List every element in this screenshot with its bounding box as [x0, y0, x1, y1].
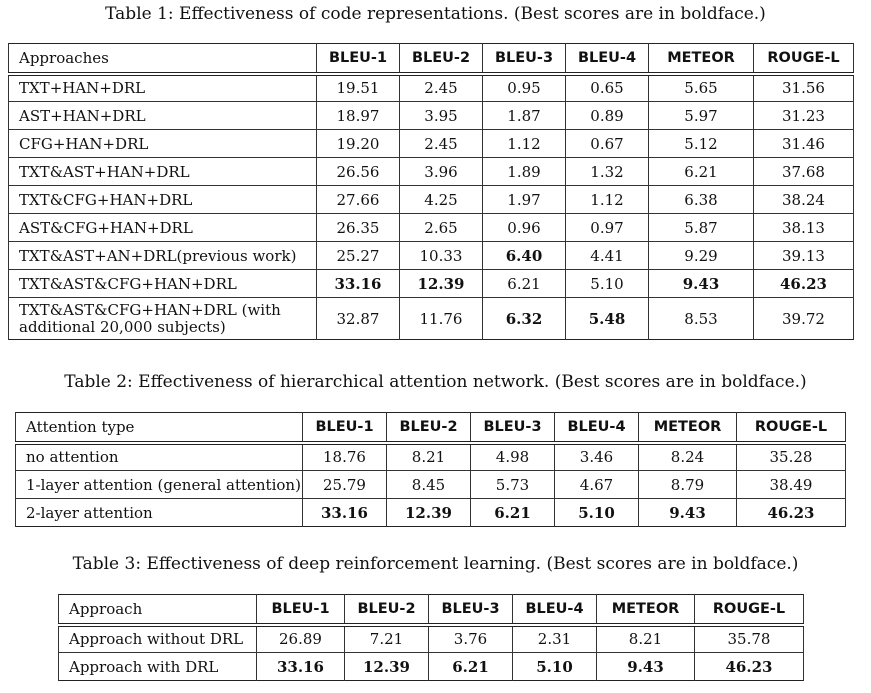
approach-cell: TXT&AST+HAN+DRL — [9, 158, 317, 186]
value-cell: 9.29 — [649, 242, 754, 270]
value-cell: 3.46 — [555, 443, 639, 471]
header-rougel: ROUGE-L — [695, 595, 804, 625]
approach-cell: TXT&AST&CFG+HAN+DRL (with additional 20,000 subjects) — [9, 298, 317, 340]
table2-caption: Table 2: Effectiveness of hierarchical attention network. (Best scores are in boldface.) — [64, 372, 807, 392]
value-cell-best: 6.21 — [471, 499, 555, 527]
value-cell: 11.76 — [400, 298, 483, 340]
value-cell: 0.95 — [483, 74, 566, 102]
value-cell-best: 9.43 — [597, 653, 695, 681]
table1 — [8, 43, 854, 340]
value-cell: 1.97 — [483, 186, 566, 214]
value-cell-best: 6.40 — [483, 242, 566, 270]
table-row — [59, 625, 804, 653]
value-cell: 8.53 — [649, 298, 754, 340]
header-rougel: ROUGE-L — [737, 413, 846, 443]
value-cell: 35.78 — [695, 625, 804, 653]
value-cell: 8.79 — [639, 471, 737, 499]
value-cell: 5.87 — [649, 214, 754, 242]
header-bleu2: BLEU-2 — [400, 44, 483, 74]
table1-caption: Table 1: Effectiveness of code representations. (Best scores are in boldface.) — [105, 4, 766, 24]
value-cell: 8.21 — [597, 625, 695, 653]
table-row — [9, 214, 854, 242]
value-cell: 6.38 — [649, 186, 754, 214]
table-row — [16, 471, 846, 499]
value-cell-best: 5.10 — [513, 653, 597, 681]
value-cell: 1.32 — [566, 158, 649, 186]
value-cell: 0.97 — [566, 214, 649, 242]
value-cell: 38.13 — [754, 214, 854, 242]
header-bleu3: BLEU-3 — [471, 413, 555, 443]
header-rougel: ROUGE-L — [754, 44, 854, 74]
value-cell-best: 9.43 — [639, 499, 737, 527]
table-row — [9, 186, 854, 214]
approach-cell: TXT&AST&CFG+HAN+DRL — [9, 270, 317, 298]
table2-header-row — [16, 413, 846, 443]
table-row — [9, 242, 854, 270]
value-cell: 8.24 — [639, 443, 737, 471]
value-cell: 31.46 — [754, 130, 854, 158]
table-row — [9, 102, 854, 130]
approach-cell: Approach without DRL — [59, 625, 257, 653]
value-cell: 0.89 — [566, 102, 649, 130]
table1-header-row — [9, 44, 854, 74]
value-cell: 5.97 — [649, 102, 754, 130]
value-cell: 1.89 — [483, 158, 566, 186]
value-cell: 19.51 — [317, 74, 400, 102]
value-cell: 0.67 — [566, 130, 649, 158]
value-cell: 4.25 — [400, 186, 483, 214]
header-bleu2: BLEU-2 — [387, 413, 471, 443]
value-cell: 2.31 — [513, 625, 597, 653]
approach-cell: AST&CFG+HAN+DRL — [9, 214, 317, 242]
value-cell-best: 46.23 — [737, 499, 846, 527]
value-cell: 31.56 — [754, 74, 854, 102]
header-bleu2: BLEU-2 — [345, 595, 429, 625]
value-cell: 19.20 — [317, 130, 400, 158]
value-cell: 39.72 — [754, 298, 854, 340]
value-cell: 25.79 — [303, 471, 387, 499]
value-cell-best: 46.23 — [695, 653, 804, 681]
value-cell: 5.65 — [649, 74, 754, 102]
value-cell-best: 5.48 — [566, 298, 649, 340]
value-cell: 8.45 — [387, 471, 471, 499]
value-cell-best: 46.23 — [754, 270, 854, 298]
value-cell: 8.21 — [387, 443, 471, 471]
header-bleu4: BLEU-4 — [566, 44, 649, 74]
value-cell: 6.21 — [483, 270, 566, 298]
value-cell: 2.45 — [400, 74, 483, 102]
value-cell: 3.76 — [429, 625, 513, 653]
table2 — [15, 412, 846, 527]
header-attention-type: Attention type — [16, 413, 303, 443]
approach-cell: AST+HAN+DRL — [9, 102, 317, 130]
table3 — [58, 594, 804, 681]
value-cell: 1.12 — [566, 186, 649, 214]
value-cell: 25.27 — [317, 242, 400, 270]
value-cell-best: 12.39 — [400, 270, 483, 298]
value-cell: 4.67 — [555, 471, 639, 499]
approach-cell: Approach with DRL — [59, 653, 257, 681]
header-bleu3: BLEU-3 — [483, 44, 566, 74]
value-cell: 26.35 — [317, 214, 400, 242]
table-row — [16, 499, 846, 527]
value-cell: 18.76 — [303, 443, 387, 471]
header-meteor: METEOR — [639, 413, 737, 443]
value-cell: 27.66 — [317, 186, 400, 214]
value-cell: 38.24 — [754, 186, 854, 214]
value-cell: 39.13 — [754, 242, 854, 270]
value-cell: 37.68 — [754, 158, 854, 186]
value-cell-best: 12.39 — [387, 499, 471, 527]
table-row — [9, 298, 854, 340]
value-cell: 38.49 — [737, 471, 846, 499]
value-cell: 10.33 — [400, 242, 483, 270]
value-cell: 0.96 — [483, 214, 566, 242]
value-cell: 4.41 — [566, 242, 649, 270]
value-cell: 31.23 — [754, 102, 854, 130]
value-cell: 5.10 — [566, 270, 649, 298]
value-cell-best: 12.39 — [345, 653, 429, 681]
value-cell: 5.73 — [471, 471, 555, 499]
header-bleu3: BLEU-3 — [429, 595, 513, 625]
value-cell-best: 6.21 — [429, 653, 513, 681]
table-row — [59, 653, 804, 681]
value-cell: 1.12 — [483, 130, 566, 158]
attention-type-cell: 1-layer attention (general attention) — [16, 471, 303, 499]
approach-cell: CFG+HAN+DRL — [9, 130, 317, 158]
table3-caption: Table 3: Effectiveness of deep reinforcement learning. (Best scores are in boldface.) — [72, 554, 799, 574]
value-cell: 0.65 — [566, 74, 649, 102]
table-row — [9, 130, 854, 158]
value-cell: 7.21 — [345, 625, 429, 653]
table3-header-row — [59, 595, 804, 625]
approach-cell: TXT+HAN+DRL — [9, 74, 317, 102]
header-meteor: METEOR — [597, 595, 695, 625]
value-cell: 35.28 — [737, 443, 846, 471]
table-row — [9, 158, 854, 186]
table-row — [9, 270, 854, 298]
value-cell: 26.56 — [317, 158, 400, 186]
header-approaches: Approaches — [9, 44, 317, 74]
approach-cell: TXT&CFG+HAN+DRL — [9, 186, 317, 214]
value-cell-best: 33.16 — [317, 270, 400, 298]
value-cell: 4.98 — [471, 443, 555, 471]
value-cell: 6.21 — [649, 158, 754, 186]
value-cell: 1.87 — [483, 102, 566, 130]
table-row — [16, 443, 846, 471]
value-cell-best: 33.16 — [257, 653, 345, 681]
header-meteor: METEOR — [649, 44, 754, 74]
value-cell: 32.87 — [317, 298, 400, 340]
value-cell-best: 33.16 — [303, 499, 387, 527]
approach-cell: TXT&AST+AN+DRL(previous work) — [9, 242, 317, 270]
value-cell: 3.95 — [400, 102, 483, 130]
value-cell: 3.96 — [400, 158, 483, 186]
header-bleu1: BLEU-1 — [317, 44, 400, 74]
header-bleu1: BLEU-1 — [303, 413, 387, 443]
header-bleu4: BLEU-4 — [555, 413, 639, 443]
attention-type-cell: 2-layer attention — [16, 499, 303, 527]
value-cell: 2.65 — [400, 214, 483, 242]
value-cell: 18.97 — [317, 102, 400, 130]
value-cell: 26.89 — [257, 625, 345, 653]
header-bleu1: BLEU-1 — [257, 595, 345, 625]
value-cell-best: 9.43 — [649, 270, 754, 298]
value-cell-best: 6.32 — [483, 298, 566, 340]
value-cell: 2.45 — [400, 130, 483, 158]
value-cell: 5.12 — [649, 130, 754, 158]
table-row — [9, 74, 854, 102]
value-cell-best: 5.10 — [555, 499, 639, 527]
header-approach: Approach — [59, 595, 257, 625]
header-bleu4: BLEU-4 — [513, 595, 597, 625]
attention-type-cell: no attention — [16, 443, 303, 471]
